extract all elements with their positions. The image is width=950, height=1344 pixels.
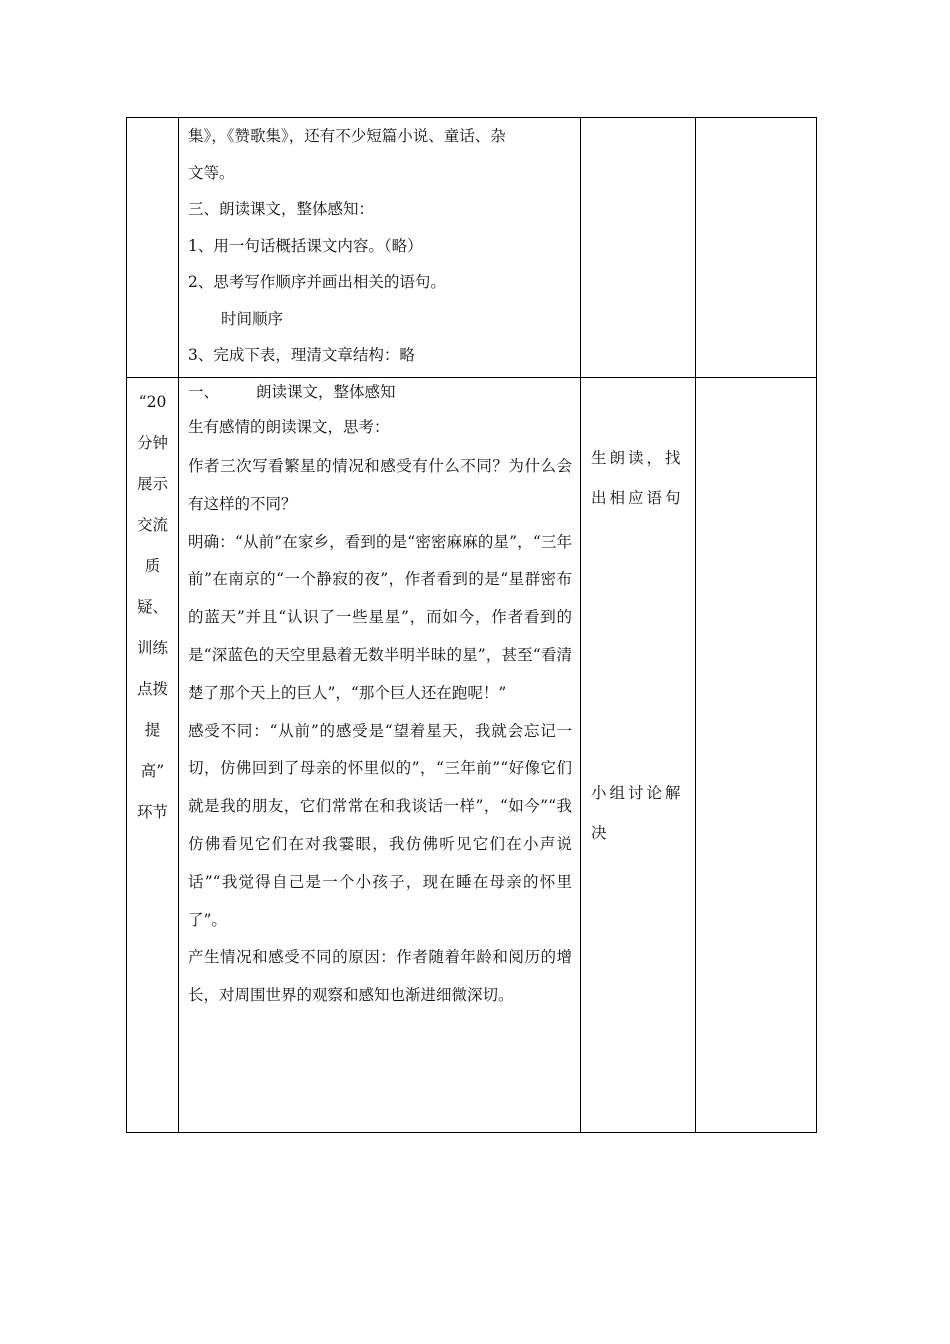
section-heading (188, 378, 572, 406)
lesson-plan-table (126, 117, 817, 1133)
content-line: 3、完成下表，理清文章结构：略 (188, 346, 415, 364)
stage-label: 疑、 (136, 598, 168, 616)
content-line: 1、用一句话概括课文内容。（略） (188, 236, 423, 255)
stage-cell (127, 118, 179, 378)
content-paragraph: 感受不同：“从前”的感受是“望着星天，我就会忘记一切，仿佛回到了母亲的怀里似的”，“三年前”“好像它们就是我的朋友，它们常常在和我谈话一样”，“如今”“我仿佛看见它们在对我霎眼，我仿佛听见它们在小声说话”“我觉得自己是一个小孩子，现在睡在母亲的怀里了”。 (188, 721, 572, 929)
method-note: 生朗读，找出相应语句 (591, 449, 684, 507)
table-row (127, 378, 817, 1133)
content-line: 集》，《赞歌集》，还有不少短篇小说、童话、杂 (188, 127, 506, 145)
content-paragraph: 明确：“从前”在家乡，看到的是“密密麻麻的星”，“三年前”在南京的“一个静寂的夜”，作者看到的是“星群密布的蓝天”并且“认识了一些星星”，而如今，作者看到的是“深蓝色的天空里悬着无数半明半昧的星”，甚至“看清楚了那个天上的巨人”，“那个巨人还在跑呢！” (188, 532, 572, 702)
content-line: 时间顺序 (221, 309, 284, 328)
content-paragraph: 生有感情的朗读课文，思考： (188, 418, 390, 436)
heading-number: 一、 (188, 383, 220, 401)
content-paragraph: 产生情况和感受不同的原因：作者随着年龄和阅历的增长，对周围世界的观察和感知也渐进细微深切。 (188, 948, 572, 1005)
content-line: 2、思考写作顺序并画出相关的语句。 (188, 273, 446, 291)
content-cell (179, 118, 581, 378)
notes-cell (696, 378, 817, 1133)
stage-label: 环节 (136, 803, 168, 821)
content-paragraph: 作者三次写看繁星的情况和感受有什么不同？为什么会有这样的不同？ (188, 457, 572, 513)
stage-label: 训练 (136, 639, 168, 657)
notes-cell (696, 118, 817, 378)
stage-label: 展示 (136, 475, 168, 493)
method-note: 小组讨论解决 (591, 784, 684, 842)
stage-label: 交流 (136, 516, 168, 534)
stage-label: 质 (144, 557, 161, 575)
heading-text: 朗读课文，整体感知 (256, 383, 396, 401)
stage-label: 提 (144, 721, 161, 739)
stage-label: 分钟 (136, 434, 168, 452)
stage-label: 点拨 (136, 680, 168, 698)
stage-label: 高” (140, 762, 165, 780)
method-cell (581, 378, 696, 1133)
content-line: 文等。 (188, 163, 235, 182)
content-line: 三、朗读课文，整体感知： (188, 200, 375, 218)
stage-label: “20 (138, 393, 167, 411)
method-cell (581, 118, 696, 378)
table-row (127, 118, 817, 378)
stage-cell (127, 378, 179, 1133)
content-cell (179, 378, 581, 1133)
